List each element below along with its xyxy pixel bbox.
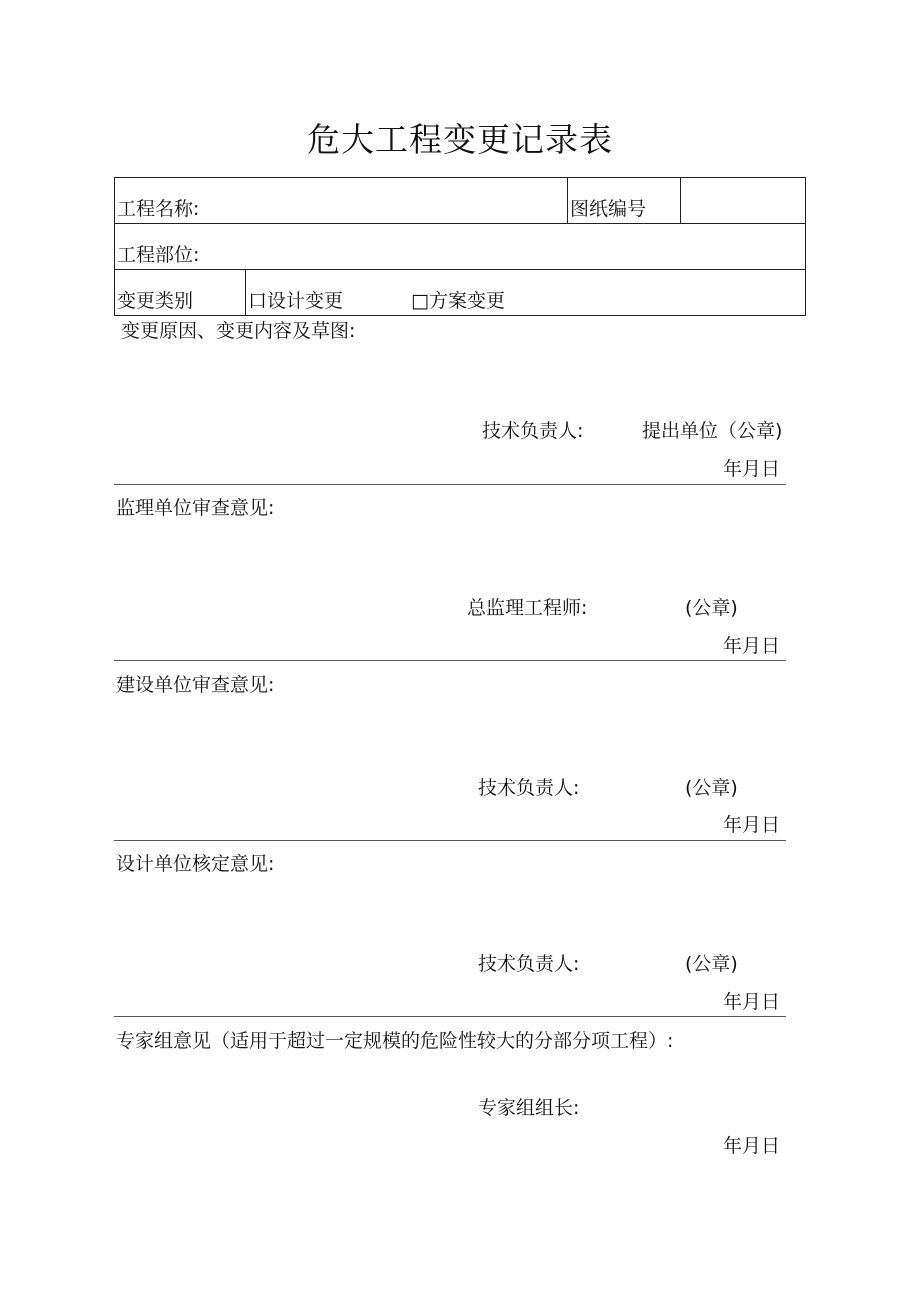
section-divider (114, 1016, 786, 1017)
design-change-checkbox[interactable]: 口设计变更 (248, 290, 344, 312)
drawing-number-field[interactable] (681, 178, 806, 224)
plan-change-checkbox[interactable]: □方案变更 (411, 290, 505, 312)
owner-seal-label: (公章) (685, 777, 738, 799)
drawing-number-label: 图纸编号 (570, 198, 647, 220)
section-divider (114, 660, 786, 661)
supervision-review-heading: 监理单位审查意见: (116, 497, 275, 519)
header-table (114, 177, 806, 316)
owner-review-heading: 建设单位审查意见: (116, 674, 275, 696)
supervision-seal-label: (公章) (685, 597, 738, 619)
owner-date-label: 年月日 (723, 814, 781, 836)
design-signer-label: 技术负责人: (478, 953, 580, 975)
design-verification-heading: 设计单位核定意见: (116, 853, 275, 875)
expert-date-label: 年月日 (723, 1135, 781, 1157)
design-date-label: 年月日 (723, 991, 781, 1013)
drawing-number-label-cell (568, 178, 681, 224)
design-seal-label: (公章) (685, 953, 738, 975)
project-name-label: 工程名称: (117, 198, 200, 220)
expert-opinion-heading: 专家组意见（适用于超过一定规模的危险性较大的分部分项工程）: (116, 1030, 674, 1052)
change-reason-heading: 变更原因、变更内容及草图: (121, 320, 356, 342)
project-name-field[interactable] (115, 178, 568, 224)
owner-signer-label: 技术负责人: (478, 777, 580, 799)
change-reason-seal-label: 提出单位（公章) (642, 420, 783, 442)
change-reason-date-label: 年月日 (723, 458, 781, 480)
project-name-row (115, 178, 806, 224)
change-type-label-cell (115, 270, 246, 316)
supervision-signer-label: 总监理工程师: (467, 597, 588, 619)
section-divider (114, 840, 786, 841)
project-part-field[interactable] (115, 224, 806, 270)
expert-signer-label: 专家组组长: (478, 1097, 580, 1119)
change-reason-signer-label: 技术负责人: (482, 420, 584, 442)
change-type-row (115, 270, 806, 316)
change-type-label: 变更类别 (117, 290, 194, 312)
project-part-label: 工程部位: (117, 244, 200, 266)
supervision-date-label: 年月日 (723, 635, 781, 657)
project-part-row (115, 224, 806, 270)
section-divider (114, 484, 786, 485)
change-type-options (246, 270, 806, 316)
form-title: 危大工程变更记录表 (307, 120, 613, 159)
